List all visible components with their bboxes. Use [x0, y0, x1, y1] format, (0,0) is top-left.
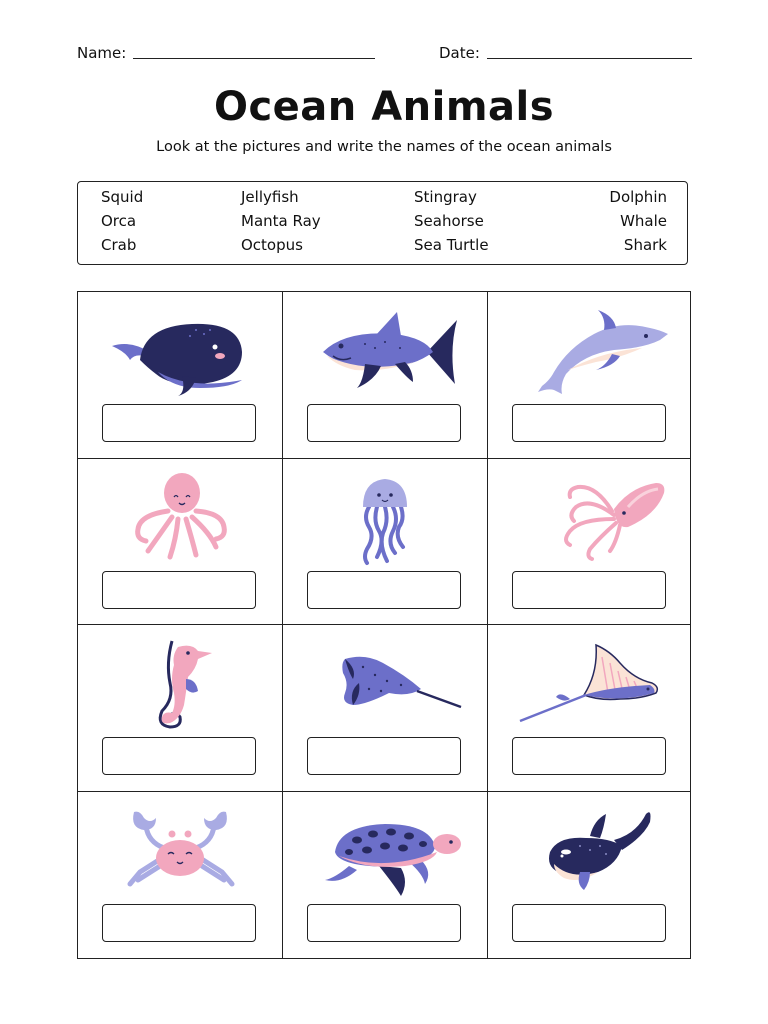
page-title: Ocean Animals — [213, 84, 555, 130]
answer-box[interactable] — [102, 571, 256, 609]
manta-ray-picture — [510, 633, 670, 733]
answer-box[interactable] — [512, 737, 666, 775]
answer-box[interactable] — [102, 404, 256, 442]
grid-cell — [78, 625, 283, 792]
orca-picture — [510, 800, 670, 900]
date-label: Date: — [439, 44, 480, 62]
answer-box[interactable] — [512, 571, 666, 609]
grid-cell — [283, 625, 488, 792]
answer-box[interactable] — [307, 904, 461, 942]
grid-cell — [283, 792, 488, 959]
shark-picture — [305, 300, 465, 400]
word-bank-item: Jellyfish — [241, 188, 299, 206]
word-bank — [77, 181, 688, 265]
word-bank-item: Octopus — [241, 236, 303, 254]
word-bank-item: Sea Turtle — [414, 236, 489, 254]
squid-picture — [510, 467, 670, 567]
sea-turtle-picture — [305, 800, 465, 900]
grid-cell — [488, 292, 690, 459]
answer-box[interactable] — [102, 904, 256, 942]
word-bank-item: Stingray — [414, 188, 477, 206]
word-bank-item: Crab — [101, 236, 137, 254]
word-bank-item: Whale — [620, 212, 667, 230]
name-label: Name: — [77, 44, 127, 62]
word-bank-item: Squid — [101, 188, 144, 206]
grid-cell — [78, 792, 283, 959]
answer-box[interactable] — [512, 404, 666, 442]
word-bank-item: Dolphin — [609, 188, 667, 206]
grid-cell — [488, 459, 690, 626]
whale-picture — [100, 300, 260, 400]
dolphin-picture — [510, 300, 670, 400]
answer-box[interactable] — [307, 571, 461, 609]
date-field[interactable] — [487, 58, 692, 59]
grid-cell — [78, 459, 283, 626]
name-field[interactable] — [133, 58, 375, 59]
answer-box[interactable] — [512, 904, 666, 942]
word-bank-item: Seahorse — [414, 212, 484, 230]
answer-box[interactable] — [307, 404, 461, 442]
grid-cell — [283, 459, 488, 626]
seahorse-picture — [100, 633, 260, 733]
grid-cell — [488, 625, 690, 792]
instructions: Look at the pictures and write the names of the ocean animals — [156, 139, 612, 155]
stingray-picture — [305, 633, 465, 733]
crab-picture — [100, 800, 260, 900]
grid-cell — [488, 792, 690, 959]
answer-box[interactable] — [307, 737, 461, 775]
octopus-picture — [100, 467, 260, 567]
jellyfish-picture — [305, 467, 465, 567]
grid-cell — [78, 292, 283, 459]
answer-box[interactable] — [102, 737, 256, 775]
word-bank-item: Orca — [101, 212, 137, 230]
word-bank-item: Manta Ray — [241, 212, 321, 230]
word-bank-item: Shark — [623, 236, 667, 254]
animal-grid — [77, 291, 691, 959]
grid-cell — [283, 292, 488, 459]
